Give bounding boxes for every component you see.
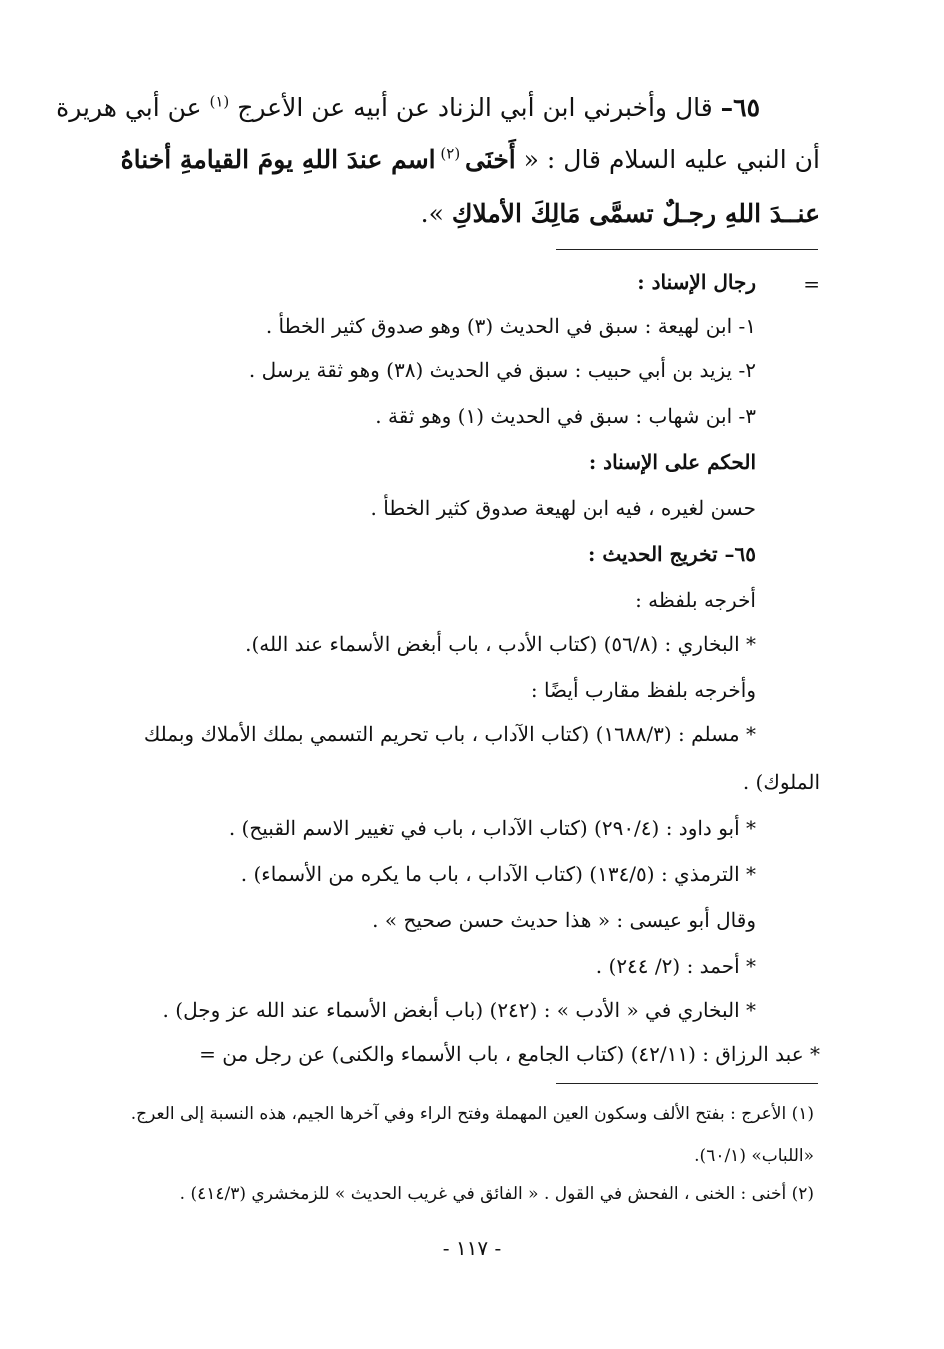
hadith-bold-text: أَخنَى: [464, 145, 516, 174]
takhrij-line: * مسلم : (١٦٨٨/٣) (كتاب الآداب ، باب تحريم التسمي بملك الأملاك وبملك: [143, 722, 756, 746]
takhrij-line: * البخاري : (٥٦/٨) (كتاب الأدب ، باب أبغض الأسماء عند الله).: [245, 632, 756, 656]
takhrij-heading: ٦٥– تخريج الحديث :: [587, 542, 756, 566]
footnote-2: (٢) أخنى : الخنى ، الفحش في القول . « الفائق في غريب الحديث » للزمخشري (٤١٤/٣) .: [179, 1184, 814, 1204]
hadith-text: ».: [420, 199, 452, 228]
takhrij-line: * الترمذي : (١٣٤/٥) (كتاب الآداب ، باب ما يكره من الأسماء) .: [240, 862, 756, 886]
narrators-heading: رجال الإسناد :: [637, 270, 756, 294]
page-number: - ١١٧ -: [442, 1236, 502, 1260]
hadith-text: قال وأخبرني ابن أبي الزناد عن أبيه عن الأعرج: [229, 93, 721, 122]
footnote-1: (١) الأعرج : بفتح الألف وسكون العين المهملة وفتح الراء وفي آخرها الجيم، هذه النسبة إلى العرج.: [130, 1104, 814, 1124]
footnote-ref-2[interactable]: (٢): [435, 144, 465, 163]
takhrij-line: * أبو داود : (٢٩٠/٤) (كتاب الآداب ، باب في تغيير الاسم القبيح) .: [228, 816, 756, 840]
separator-rule: [556, 249, 818, 250]
takhrij-line: * عبد الرزاق : (٤٢/١١) (كتاب الجامع ، باب الأسماء والكنى) عن رجل من =: [199, 1042, 820, 1066]
takhrij-line: الملوك) .: [742, 770, 820, 794]
hadith-text: عن أبي هريرة: [56, 93, 210, 122]
takhrij-line: * أحمد : (٢/ ٢٤٤) .: [595, 954, 756, 978]
narrator-item: ١- ابن لهيعة : سبق في الحديث (٣) وهو صدوق كثير الخطأ .: [265, 314, 756, 338]
takhrij-line: * البخاري في « الأدب » : (٢٤٢) (باب أبغض الأسماء عند الله عز وجل) .: [162, 998, 756, 1022]
footnote-ref-1[interactable]: (١): [209, 92, 230, 111]
hadith-bold-text: عنــدَ اللهِ رجـلٌ تسمَّى مَالِكَ الأملاكِ: [451, 199, 820, 228]
takhrij-line: وأخرجه بلفظ مقارب أيضًا :: [530, 678, 756, 702]
hadith-line-2: [121, 144, 820, 175]
hadith-text: أن النبي عليه السلام قال : «: [515, 145, 820, 174]
narrator-item: ٣- ابن شهاب : سبق في الحديث (١) وهو ثقة .: [375, 404, 756, 428]
continuation-mark: =: [803, 272, 820, 296]
takhrij-line: وقال أبو عيسى : « هذا حديث حسن صحيح » .: [372, 908, 756, 932]
hadith-number: ٦٥–: [720, 93, 760, 122]
footnote-separator: [556, 1083, 818, 1084]
hadith-line-3: [421, 198, 820, 229]
hadith-bold-text: اسم عندَ اللهِ يومَ القيامةِ أخناهُ: [120, 145, 436, 174]
footnote-1-cont: «اللباب» (٦٠/١).: [694, 1146, 814, 1166]
hadith-line-1: [56, 92, 760, 123]
narrator-item: ٢- يزيد بن أبي حبيب : سبق في الحديث (٣٨) وهو ثقة يرسل .: [248, 358, 756, 382]
takhrij-line: أخرجه بلفظه :: [635, 588, 756, 612]
ruling-text: حسن لغيره ، فيه ابن لهيعة صدوق كثير الخطأ .: [370, 496, 756, 520]
ruling-heading: الحكم على الإسناد :: [588, 450, 756, 474]
